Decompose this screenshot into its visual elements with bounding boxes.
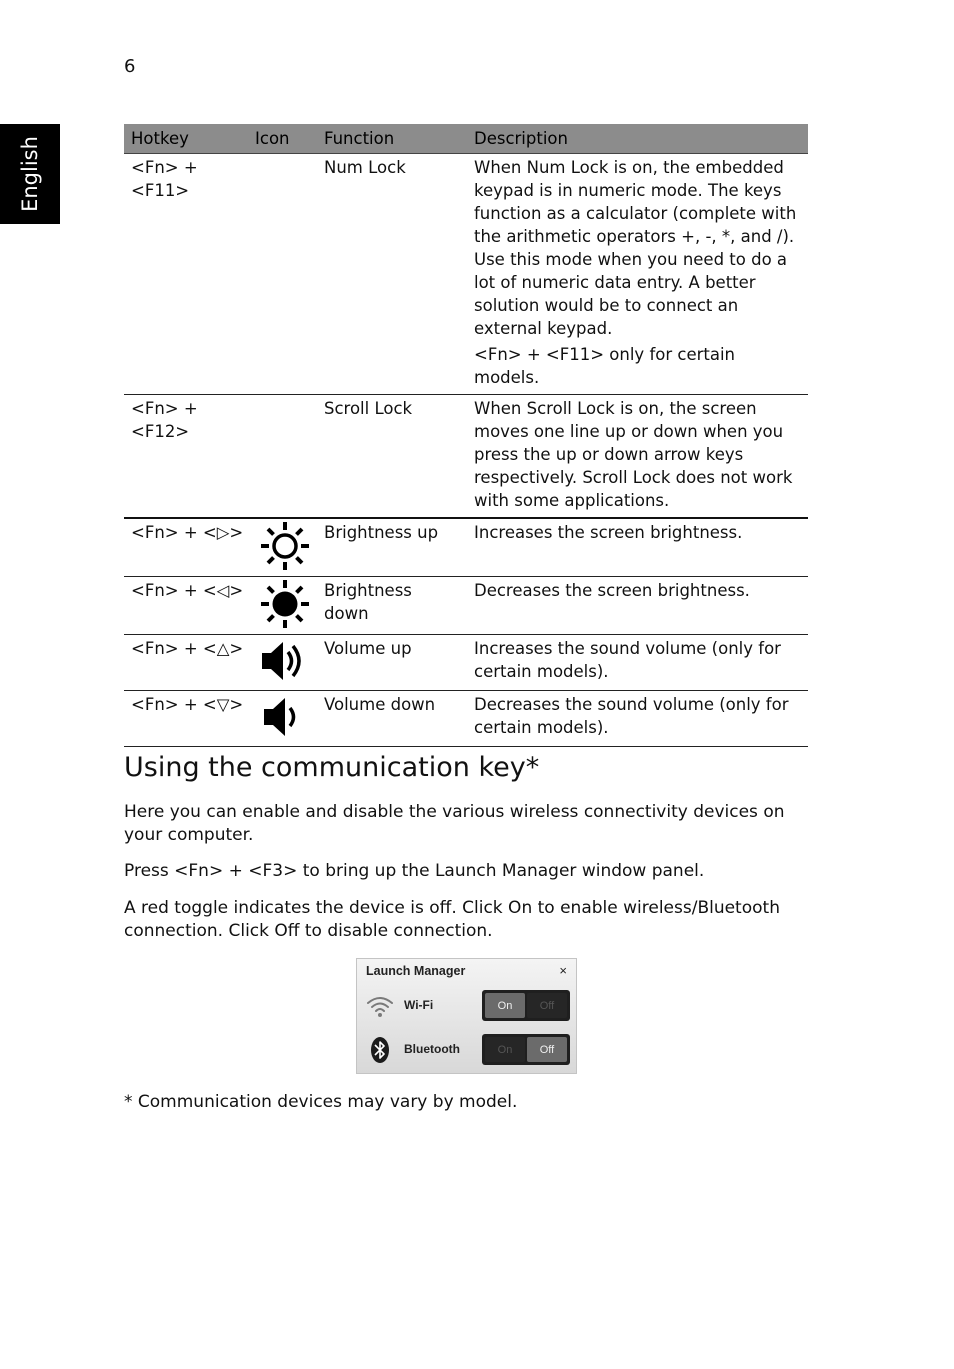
wifi-on-button[interactable]: On: [485, 993, 525, 1018]
volume-up-icon: [260, 637, 308, 685]
language-tab: [0, 124, 60, 224]
hotkey-table: [124, 124, 808, 747]
hotkey-cell: <Fn> + <◁>: [124, 577, 253, 635]
wifi-label: Wi-Fi: [404, 998, 434, 1012]
icon-cell: [253, 635, 317, 691]
function-cell: Num Lock: [317, 154, 467, 395]
table-row: [124, 635, 808, 691]
bluetooth-on-button[interactable]: On: [485, 1037, 525, 1062]
intro-paragraph: Here you can enable and disable the various wireless connectivity devices on your computer.: [124, 802, 785, 845]
bluetooth-off-button[interactable]: Off: [527, 1037, 567, 1062]
icon-cell: [253, 395, 317, 519]
description-cell: Decreases the sound volume (only for certain models).: [467, 691, 808, 747]
language-tab-label: English: [18, 136, 43, 212]
description-cell: Increases the screen brightness.: [467, 518, 808, 577]
icon-cell: [253, 691, 317, 747]
function-cell: Brightness down: [317, 577, 467, 635]
footnote: * Communication devices may vary by model.: [124, 1092, 518, 1112]
hotkey-cell: <Fn> + <▷>: [124, 518, 253, 577]
hotkey-cell: <Fn> + <▽>: [124, 691, 253, 747]
instruction-paragraph: Press <Fn> + <F3> to bring up the Launch Manager window panel.: [124, 861, 705, 881]
wifi-off-button[interactable]: Off: [527, 993, 567, 1018]
icon-cell: [253, 577, 317, 635]
description-cell: Increases the sound volume (only for certain models).: [467, 635, 808, 691]
table-header-row: [124, 124, 808, 154]
wifi-toggle[interactable]: [482, 990, 570, 1021]
function-cell: Volume down: [317, 691, 467, 747]
brightness-down-icon: [260, 579, 310, 629]
table-row: [124, 691, 808, 747]
close-button[interactable]: ×: [559, 963, 567, 978]
description-cell: [467, 154, 808, 395]
hotkey-cell: <Fn> + <F12>: [124, 395, 253, 519]
device-row-bluetooth: [357, 1034, 576, 1066]
wifi-icon: [366, 994, 394, 1023]
brightness-up-icon: [260, 521, 310, 571]
volume-down-icon: [260, 693, 308, 741]
icon-cell: [253, 518, 317, 577]
toggle-paragraph: A red toggle indicates the device is off. Click On to enable wireless/Bluetooth connection. Click Off to disable connection.: [124, 898, 780, 941]
description-cell: When Scroll Lock is on, the screen moves one line up or down when you press the up or down arrow keys respectively. Scroll Lock does not work with some applications.: [467, 395, 808, 519]
device-row-wifi: [357, 990, 576, 1022]
bluetooth-icon: [369, 1036, 391, 1069]
hotkey-cell: <Fn> + <F11>: [124, 154, 253, 395]
function-cell: Scroll Lock: [317, 395, 467, 519]
page-number: 6: [124, 56, 136, 77]
icon-cell: [253, 154, 317, 395]
launch-manager-panel: [356, 958, 577, 1074]
table-row: [124, 518, 808, 577]
hotkey-cell: <Fn> + <△>: [124, 635, 253, 691]
header-description: Description: [467, 124, 808, 154]
table-row: [124, 577, 808, 635]
description-text: When Num Lock is on, the embedded keypad is in numeric mode. The keys function as a calculator (complete with the arithmetic operators +, -, *, and /). Use this mode when you need to do a lot of numeric data entry. A better solution would be to connect an external keypad.: [474, 158, 797, 338]
launch-manager-title: Launch Manager: [366, 964, 466, 978]
bluetooth-toggle[interactable]: [482, 1034, 570, 1065]
table-row: [124, 395, 808, 519]
model-note: <Fn> + <F11> only for certain models.: [474, 345, 736, 387]
header-hotkey: Hotkey: [124, 124, 253, 154]
header-function: Function: [317, 124, 467, 154]
bluetooth-label: Bluetooth: [404, 1042, 460, 1056]
header-icon: Icon: [253, 124, 317, 154]
table-row: [124, 154, 808, 395]
description-cell: Decreases the screen brightness.: [467, 577, 808, 635]
function-cell: Volume up: [317, 635, 467, 691]
section-title: Using the communication key*: [124, 752, 540, 783]
function-cell: Brightness up: [317, 518, 467, 577]
